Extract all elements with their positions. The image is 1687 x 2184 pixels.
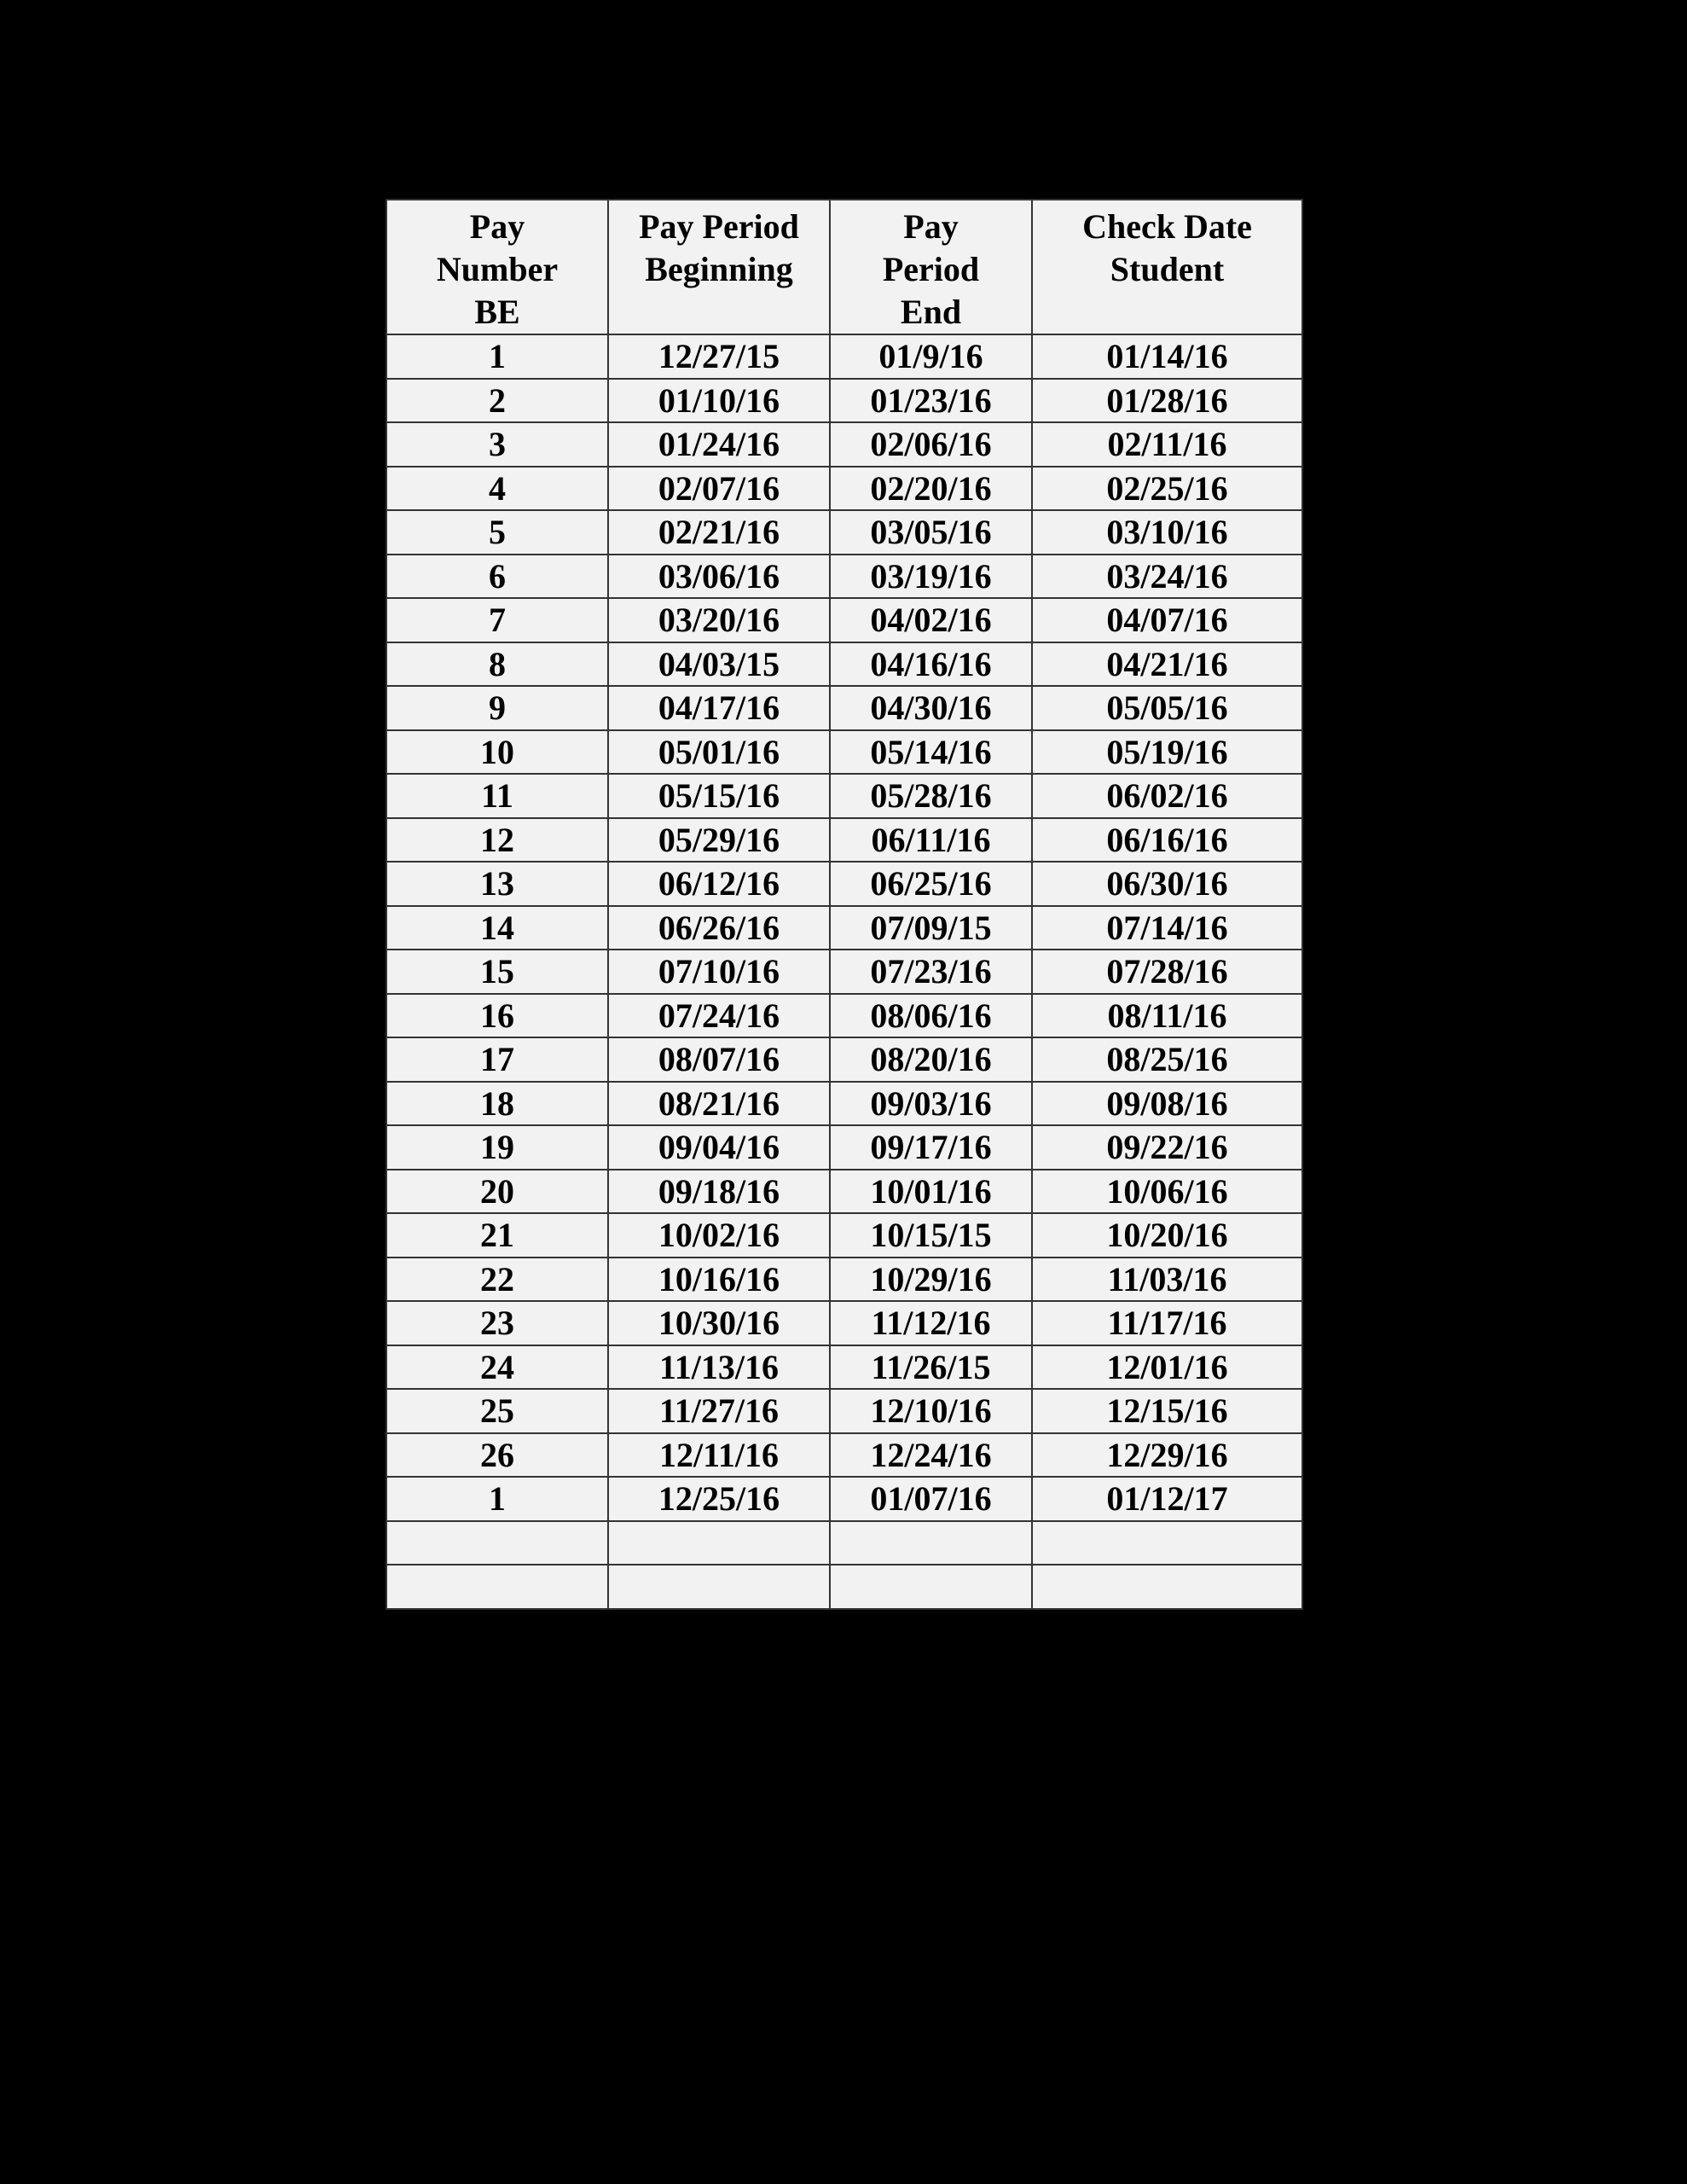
cell-check-date: 03/24/16: [1032, 555, 1302, 599]
cell-check-date: 10/20/16: [1032, 1213, 1302, 1258]
cell-check-date: 02/25/16: [1032, 467, 1302, 511]
cell-period-end: 10/29/16: [830, 1258, 1032, 1302]
cell-period-end: 05/28/16: [830, 774, 1032, 818]
cell-period-beginning: 10/02/16: [608, 1213, 830, 1258]
cell-pay-number: [386, 1521, 608, 1565]
cell-pay-number: 9: [386, 686, 608, 730]
cell-pay-number: 16: [386, 994, 608, 1038]
cell-period-end: [830, 1521, 1032, 1565]
cell-pay-number: 21: [386, 1213, 608, 1258]
cell-period-end: 06/11/16: [830, 818, 1032, 863]
table-row: [386, 1258, 1302, 1302]
cell-period-end: 02/20/16: [830, 467, 1032, 511]
cell-period-beginning: 04/03/15: [608, 642, 830, 687]
cell-pay-number: 17: [386, 1037, 608, 1082]
cell-period-end: 01/9/16: [830, 334, 1032, 379]
table-row: [386, 994, 1302, 1038]
cell-period-end: 09/03/16: [830, 1082, 1032, 1126]
table-row: [386, 1301, 1302, 1345]
cell-check-date: 06/16/16: [1032, 818, 1302, 863]
table-row: [386, 642, 1302, 687]
table-row: [386, 555, 1302, 599]
cell-pay-number: 18: [386, 1082, 608, 1126]
table-row: [386, 1213, 1302, 1258]
cell-period-end: 03/05/16: [830, 510, 1032, 555]
cell-period-beginning: 04/17/16: [608, 686, 830, 730]
cell-pay-number: 10: [386, 730, 608, 775]
cell-pay-number: 26: [386, 1433, 608, 1478]
cell-check-date: 06/30/16: [1032, 862, 1302, 906]
cell-check-date: 12/29/16: [1032, 1433, 1302, 1478]
cell-pay-number: 7: [386, 598, 608, 642]
cell-check-date: 01/14/16: [1032, 334, 1302, 379]
cell-pay-number: 24: [386, 1345, 608, 1390]
cell-pay-number: 22: [386, 1258, 608, 1302]
cell-check-date: 07/28/16: [1032, 950, 1302, 994]
cell-period-end: 11/26/15: [830, 1345, 1032, 1390]
cell-check-date: 05/05/16: [1032, 686, 1302, 730]
cell-period-end: 10/01/16: [830, 1170, 1032, 1214]
cell-check-date: 08/25/16: [1032, 1037, 1302, 1082]
cell-period-beginning: 03/06/16: [608, 555, 830, 599]
cell-period-end: 04/30/16: [830, 686, 1032, 730]
cell-check-date: 04/21/16: [1032, 642, 1302, 687]
header-pay-number: [386, 200, 608, 334]
cell-period-beginning: 03/20/16: [608, 598, 830, 642]
cell-pay-number: 23: [386, 1301, 608, 1345]
table-row: [386, 818, 1302, 863]
table-row: [386, 598, 1302, 642]
cell-period-end: 07/23/16: [830, 950, 1032, 994]
cell-period-beginning: [608, 1521, 830, 1565]
cell-period-beginning: 02/07/16: [608, 467, 830, 511]
table-row: [386, 1521, 1302, 1565]
header-period-beginning-label: Pay Period Beginning: [639, 207, 799, 288]
cell-check-date: 11/17/16: [1032, 1301, 1302, 1345]
table-row: [386, 422, 1302, 467]
cell-pay-number: 12: [386, 818, 608, 863]
cell-period-end: 09/17/16: [830, 1125, 1032, 1170]
cell-pay-number: 13: [386, 862, 608, 906]
cell-pay-number: 15: [386, 950, 608, 994]
cell-period-beginning: 01/10/16: [608, 379, 830, 423]
cell-pay-number: 19: [386, 1125, 608, 1170]
cell-period-beginning: 05/15/16: [608, 774, 830, 818]
cell-period-end: 03/19/16: [830, 555, 1032, 599]
table-row: [386, 1037, 1302, 1082]
cell-pay-number: 4: [386, 467, 608, 511]
cell-period-end: 06/25/16: [830, 862, 1032, 906]
cell-check-date: [1032, 1565, 1302, 1609]
cell-period-beginning: 09/18/16: [608, 1170, 830, 1214]
cell-check-date: 03/10/16: [1032, 510, 1302, 555]
cell-period-end: 12/10/16: [830, 1389, 1032, 1433]
cell-period-end: 12/24/16: [830, 1433, 1032, 1478]
cell-period-beginning: 11/27/16: [608, 1389, 830, 1433]
cell-period-beginning: 08/21/16: [608, 1082, 830, 1126]
cell-period-beginning: 07/24/16: [608, 994, 830, 1038]
table-row: [386, 1082, 1302, 1126]
cell-period-end: 08/06/16: [830, 994, 1032, 1038]
cell-period-beginning: 05/01/16: [608, 730, 830, 775]
header-period-end: [830, 200, 1032, 334]
cell-check-date: 01/12/17: [1032, 1477, 1302, 1521]
table-row: [386, 1125, 1302, 1170]
cell-check-date: 11/03/16: [1032, 1258, 1302, 1302]
cell-period-beginning: 06/26/16: [608, 906, 830, 950]
cell-pay-number: 5: [386, 510, 608, 555]
cell-check-date: 09/08/16: [1032, 1082, 1302, 1126]
header-period-end-label: Pay Period End: [882, 207, 980, 331]
cell-period-end: [830, 1565, 1032, 1609]
table-row: [386, 686, 1302, 730]
cell-period-beginning: 12/11/16: [608, 1433, 830, 1478]
cell-period-beginning: 02/21/16: [608, 510, 830, 555]
table-row: [386, 467, 1302, 511]
table-row: [386, 774, 1302, 818]
table-row: [386, 730, 1302, 775]
cell-pay-number: 8: [386, 642, 608, 687]
cell-period-end: 04/16/16: [830, 642, 1032, 687]
cell-period-end: 01/07/16: [830, 1477, 1032, 1521]
cell-period-beginning: 10/30/16: [608, 1301, 830, 1345]
cell-pay-number: 11: [386, 774, 608, 818]
cell-period-beginning: 12/25/16: [608, 1477, 830, 1521]
cell-check-date: 01/28/16: [1032, 379, 1302, 423]
cell-check-date: 10/06/16: [1032, 1170, 1302, 1214]
cell-period-beginning: 09/04/16: [608, 1125, 830, 1170]
table-row: [386, 1565, 1302, 1609]
cell-period-beginning: 10/16/16: [608, 1258, 830, 1302]
cell-check-date: [1032, 1521, 1302, 1565]
header-period-beginning: [608, 200, 830, 334]
cell-period-end: 01/23/16: [830, 379, 1032, 423]
table-row: [386, 1170, 1302, 1214]
cell-period-beginning: [608, 1565, 830, 1609]
cell-check-date: 12/01/16: [1032, 1345, 1302, 1390]
cell-pay-number: 3: [386, 422, 608, 467]
cell-check-date: 08/11/16: [1032, 994, 1302, 1038]
table-row: [386, 1477, 1302, 1521]
cell-period-end: 02/06/16: [830, 422, 1032, 467]
cell-period-end: 04/02/16: [830, 598, 1032, 642]
header-row: [386, 200, 1302, 334]
cell-pay-number: 20: [386, 1170, 608, 1214]
header-check-date: [1032, 200, 1302, 334]
payroll-calendar-table: [386, 199, 1303, 1610]
table-row: [386, 1389, 1302, 1433]
cell-pay-number: 25: [386, 1389, 608, 1433]
table-row: [386, 906, 1302, 950]
table-body: [386, 334, 1302, 1609]
cell-check-date: 07/14/16: [1032, 906, 1302, 950]
table-row: [386, 510, 1302, 555]
cell-period-beginning: 01/24/16: [608, 422, 830, 467]
cell-period-beginning: 06/12/16: [608, 862, 830, 906]
cell-period-end: 08/20/16: [830, 1037, 1032, 1082]
cell-check-date: 02/11/16: [1032, 422, 1302, 467]
cell-check-date: 06/02/16: [1032, 774, 1302, 818]
cell-period-end: 07/09/15: [830, 906, 1032, 950]
document-title: BIWEEKLY PAYROLL CALENDAR 2016: [483, 102, 1204, 143]
cell-check-date: 09/22/16: [1032, 1125, 1302, 1170]
cell-check-date: 05/19/16: [1032, 730, 1302, 775]
table-row: [386, 862, 1302, 906]
cell-period-beginning: 05/29/16: [608, 818, 830, 863]
table-row: [386, 1433, 1302, 1478]
cell-period-end: 11/12/16: [830, 1301, 1032, 1345]
table-row: [386, 950, 1302, 994]
header-check-date-label: Check Date Student: [1082, 207, 1252, 288]
cell-period-beginning: 07/10/16: [608, 950, 830, 994]
header-pay-number-label: Pay Number BE: [436, 207, 559, 331]
table-row: [386, 334, 1302, 379]
cell-period-beginning: 08/07/16: [608, 1037, 830, 1082]
cell-check-date: 12/15/16: [1032, 1389, 1302, 1433]
cell-pay-number: 1: [386, 334, 608, 379]
table-row: [386, 379, 1302, 423]
table-row: [386, 1345, 1302, 1390]
cell-period-beginning: 11/13/16: [608, 1345, 830, 1390]
cell-pay-number: [386, 1565, 608, 1609]
cell-period-beginning: 12/27/15: [608, 334, 830, 379]
cell-check-date: 04/07/16: [1032, 598, 1302, 642]
cell-period-end: 05/14/16: [830, 730, 1032, 775]
cell-pay-number: 6: [386, 555, 608, 599]
cell-pay-number: 14: [386, 906, 608, 950]
cell-period-end: 10/15/15: [830, 1213, 1032, 1258]
table-header: [386, 200, 1302, 334]
cell-pay-number: 1: [386, 1477, 608, 1521]
cell-pay-number: 2: [386, 379, 608, 423]
